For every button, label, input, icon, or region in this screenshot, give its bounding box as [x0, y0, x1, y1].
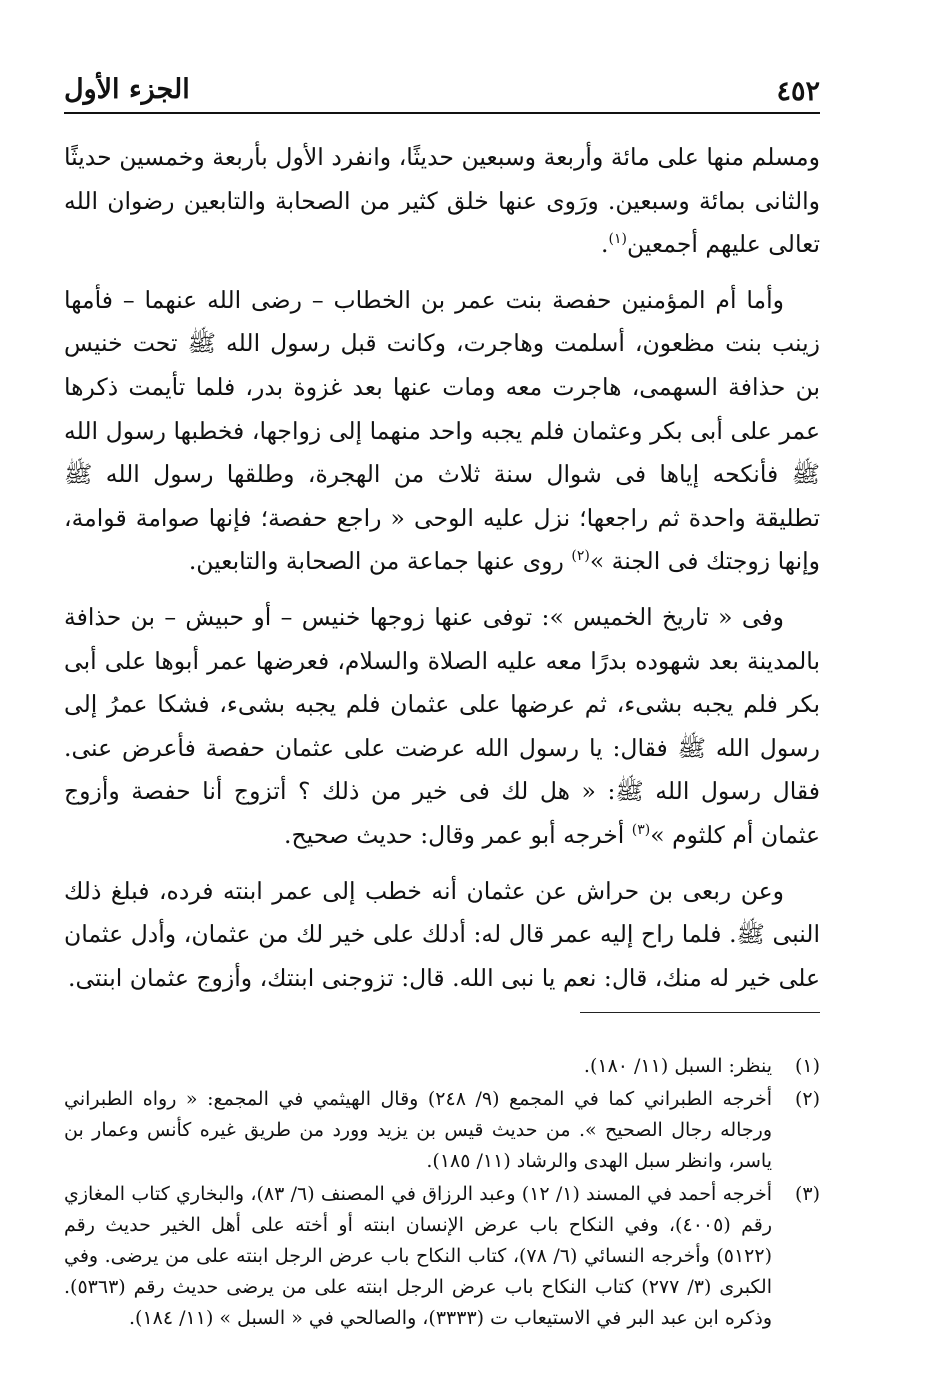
- paragraph-text: وعن ربعى بن حراش عن عثمان أنه خطب إلى عمر ابنته فرده، فبلغ ذلك النبى ﷺ. فلما راح إليه عمر قال له: أدلك على خير لك من عثمان، وأدل عثمان على خير له منك، قال: نعم يا نبى الله. قال: تزوجنى ابنتك، وأزوج عثمان ابنتى.: [64, 876, 820, 992]
- paragraph-text: وأما أم المؤمنين حفصة بنت عمر بن الخطاب – رضى الله عنهما – فأمها زينب بنت مظعون، أسلمت وهاجرت، وكانت قبل رسول الله ﷺ تحت خنيس بن حذافة السهمى، هاجرت معه ومات عنها بعد غزوة بدر، فلما تأيمت ذكرها عمر على أبى بكر وعثمان فلم يجبه واحد منهما إلى زواجها، فخطبها رسول الله ﷺ فأنكحه إياها فى شوال سنة ثلاث من الهجرة، وطلقها رسول الله ﷺ تطليقة واحدة ثم راجعها؛ نزل عليه الوحى « راجع حفصة؛ فإنها صوامة قوامة، وإنها زوجتك فى الجنة »: [64, 285, 820, 576]
- footnote-ref: (٢): [571, 548, 590, 565]
- book-page: [64, 60, 820, 1336]
- paragraph-text: ومسلم منها على مائة وأربعة وسبعين حديثًا، وانفرد الأول بأربعة وخمسين حديثًا والثانى بمائة وسبعين. ورَوى عنها خلق كثير من الصحابة والتابعين رضوان الله تعالى عليهم أجمعين: [64, 143, 820, 259]
- page-number: ٤٥٢: [776, 76, 820, 107]
- page-header: [64, 60, 820, 114]
- footnote-divider-wrap: [64, 1012, 820, 1039]
- paragraph: [64, 136, 820, 267]
- paragraph: [64, 279, 820, 584]
- footnote-ref: (١): [608, 231, 627, 248]
- footnote: [64, 1179, 820, 1334]
- footnote-divider: [580, 1012, 820, 1013]
- footnote-text: ينظر: السبل (١١/ ١٨٠).: [583, 1055, 772, 1078]
- paragraph-tail: أخرجه أبو عمر وقال: حديث صحيح.: [283, 820, 632, 849]
- footnote-number: (١): [794, 1055, 820, 1078]
- running-head: الجزء الأول: [64, 74, 190, 105]
- paragraph-tail: .: [600, 230, 609, 259]
- footnote-number: (٣): [794, 1183, 820, 1206]
- footnote-text: أخرجه الطبراني كما في المجمع (٩/ ٢٤٨) وقال الهيثمي في المجمع: « رواه الطبراني ورجاله رجال الصحيح ». من حديث قيس بن يزيد وورد من طريق غيره كأنس وعمار بن ياسر، وانظر سبل الهدى والرشاد (١١/ ١٨٥).: [64, 1088, 772, 1173]
- footnotes: [64, 1051, 820, 1334]
- footnote-number: (٢): [794, 1088, 820, 1111]
- paragraph: [64, 596, 820, 858]
- footnote-ref: (٣): [631, 822, 651, 839]
- paragraph-tail: روى عنها جماعة من الصحابة والتابعين.: [188, 547, 572, 576]
- main-text: [64, 136, 820, 1000]
- footnote-text: أخرجه أحمد في المسند (١/ ١٢) وعبد الرزاق في المصنف (٦/ ٨٣)، والبخاري كتاب المغازي رقم (٤٠٠٥)، وفي النكاح باب عرض الإنسان ابنته أو أخته على أهل الخير حديث رقم (٥١٢٢) وأخرجه النسائي (٦/ ٧٨)، كتاب النكاح باب عرض الرجل ابنته على من يرضى. وفي الكبرى (٣/ ٢٧٧) كتاب النكاح باب عرض الرجل ابنته على من يرضى حديث رقم (٥٣٦٣). وذكره ابن عبد البر في الاستيعاب ت (٣٣٣٣)، والصالحي في « السبل » (١١/ ١٨٤).: [64, 1183, 773, 1330]
- footnote: [64, 1051, 820, 1082]
- paragraph: [64, 870, 820, 1001]
- paragraph-text: وفى « تاريخ الخميس »: توفى عنها زوجها خنيس – أو حبيش – بن حذافة بالمدينة بعد شهوده بدرًا معه عليه الصلاة والسلام، فعرضها عمر أبوها على أبى بكر فلم يجبه بشىء، ثم عرضها على عثمان فلم يجبه بشىء، فشكا عمرُ إلى رسول الله ﷺ فقال: يا رسول الله عرضت على عثمان حفصة فأعرض عنى. فقال رسول الله ﷺ: « هل لك فى خير من ذلك ؟ أتزوج أنا حفصة وأزوج عثمان أم كلثوم »: [64, 602, 820, 849]
- footnote: [64, 1084, 820, 1177]
